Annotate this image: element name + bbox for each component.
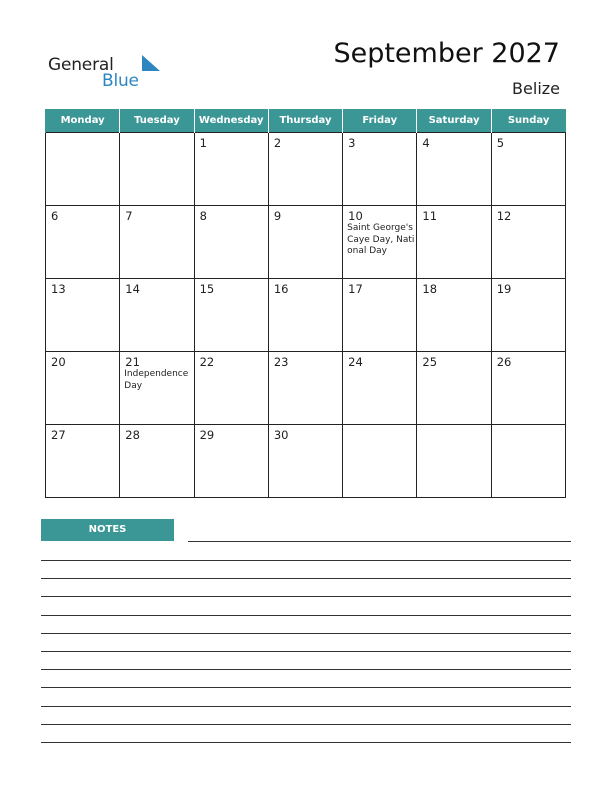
day-cell [343, 206, 417, 279]
week-row [46, 352, 566, 425]
day-cell [417, 279, 491, 352]
day-cell [417, 133, 491, 206]
note-line [41, 633, 571, 634]
weekday-header: Sunday [491, 109, 565, 133]
weekday-header: Thursday [268, 109, 342, 133]
day-number: 13 [51, 282, 66, 296]
day-number: 17 [348, 282, 363, 296]
day-cell [343, 352, 417, 425]
day-number: 11 [422, 209, 438, 223]
weekday-header-row [46, 109, 566, 133]
day-number: 21 [125, 355, 140, 369]
note-line [41, 687, 571, 688]
day-cell [194, 352, 268, 425]
day-cell [343, 133, 417, 206]
week-row [46, 133, 566, 206]
weekday-header: Friday [343, 109, 417, 133]
day-cell [46, 279, 120, 352]
day-number: 10 [348, 209, 363, 223]
weekday-header: Tuesday [120, 109, 194, 133]
note-line [41, 706, 571, 707]
calendar-grid [45, 109, 566, 498]
day-number: 1 [199, 136, 207, 150]
day-number: 27 [51, 428, 66, 442]
logo-triangle-icon [140, 55, 160, 71]
day-cell [343, 425, 417, 498]
day-number: 16 [273, 282, 289, 296]
day-cell [268, 133, 342, 206]
day-cell [194, 279, 268, 352]
day-cell [46, 352, 120, 425]
day-number: 9 [273, 209, 282, 223]
day-number: 22 [199, 355, 215, 369]
day-number: 3 [348, 136, 356, 150]
day-number: 6 [51, 209, 59, 223]
weekday-header: Monday [46, 109, 120, 133]
day-number: 8 [199, 209, 207, 223]
day-cell [417, 352, 491, 425]
day-number: 25 [422, 355, 438, 369]
day-cell [46, 425, 120, 498]
day-cell [417, 425, 491, 498]
week-row [46, 279, 566, 352]
day-cell [46, 133, 120, 206]
note-line [41, 669, 571, 670]
day-number: 4 [422, 136, 430, 150]
day-number: 29 [199, 428, 215, 442]
day-cell [417, 206, 491, 279]
day-cell [491, 352, 565, 425]
note-line [41, 578, 571, 579]
day-cell [491, 425, 565, 498]
day-number: 7 [125, 209, 133, 223]
day-number: 2 [273, 136, 282, 150]
notes-label: NOTES [41, 519, 174, 541]
day-cell [120, 352, 194, 425]
day-cell [268, 206, 342, 279]
day-cell [194, 133, 268, 206]
logo-word-blue: Blue [102, 71, 139, 91]
day-number: 15 [199, 282, 215, 296]
note-line [41, 560, 571, 561]
day-number: 26 [496, 355, 512, 369]
day-number: 5 [496, 136, 505, 150]
day-cell [194, 425, 268, 498]
day-cell [120, 425, 194, 498]
day-cell [120, 206, 194, 279]
logo-word-general: General [48, 55, 114, 75]
note-line [41, 596, 571, 597]
note-line [41, 615, 571, 616]
day-cell [343, 279, 417, 352]
day-number: 20 [51, 355, 66, 369]
country-label: Belize [512, 79, 560, 98]
note-line [41, 724, 571, 725]
day-number: 23 [273, 355, 289, 369]
day-cell [491, 279, 565, 352]
note-line [188, 541, 571, 542]
day-cell [268, 279, 342, 352]
day-number: 28 [125, 428, 140, 442]
day-number: 14 [125, 282, 140, 296]
day-cell [268, 352, 342, 425]
day-cell [491, 133, 565, 206]
day-cell [268, 425, 342, 498]
week-row [46, 425, 566, 498]
day-cell [120, 279, 194, 352]
week-row [46, 206, 566, 279]
holiday-label: Saint George's Caye Day, National Day [347, 223, 415, 256]
day-cell [46, 206, 120, 279]
holiday-label: Independence Day [124, 369, 189, 391]
day-cell [491, 206, 565, 279]
weekday-header: Saturday [417, 109, 491, 133]
note-line [41, 651, 571, 652]
day-number: 30 [273, 428, 289, 442]
day-number: 24 [348, 355, 363, 369]
day-cell [194, 206, 268, 279]
note-line [41, 742, 571, 743]
day-number: 12 [496, 209, 512, 223]
logo [48, 52, 158, 94]
day-number: 19 [496, 282, 512, 296]
page-title: September 2027 [333, 38, 560, 69]
day-number: 18 [422, 282, 438, 296]
weekday-header: Wednesday [194, 109, 268, 133]
day-cell [120, 133, 194, 206]
